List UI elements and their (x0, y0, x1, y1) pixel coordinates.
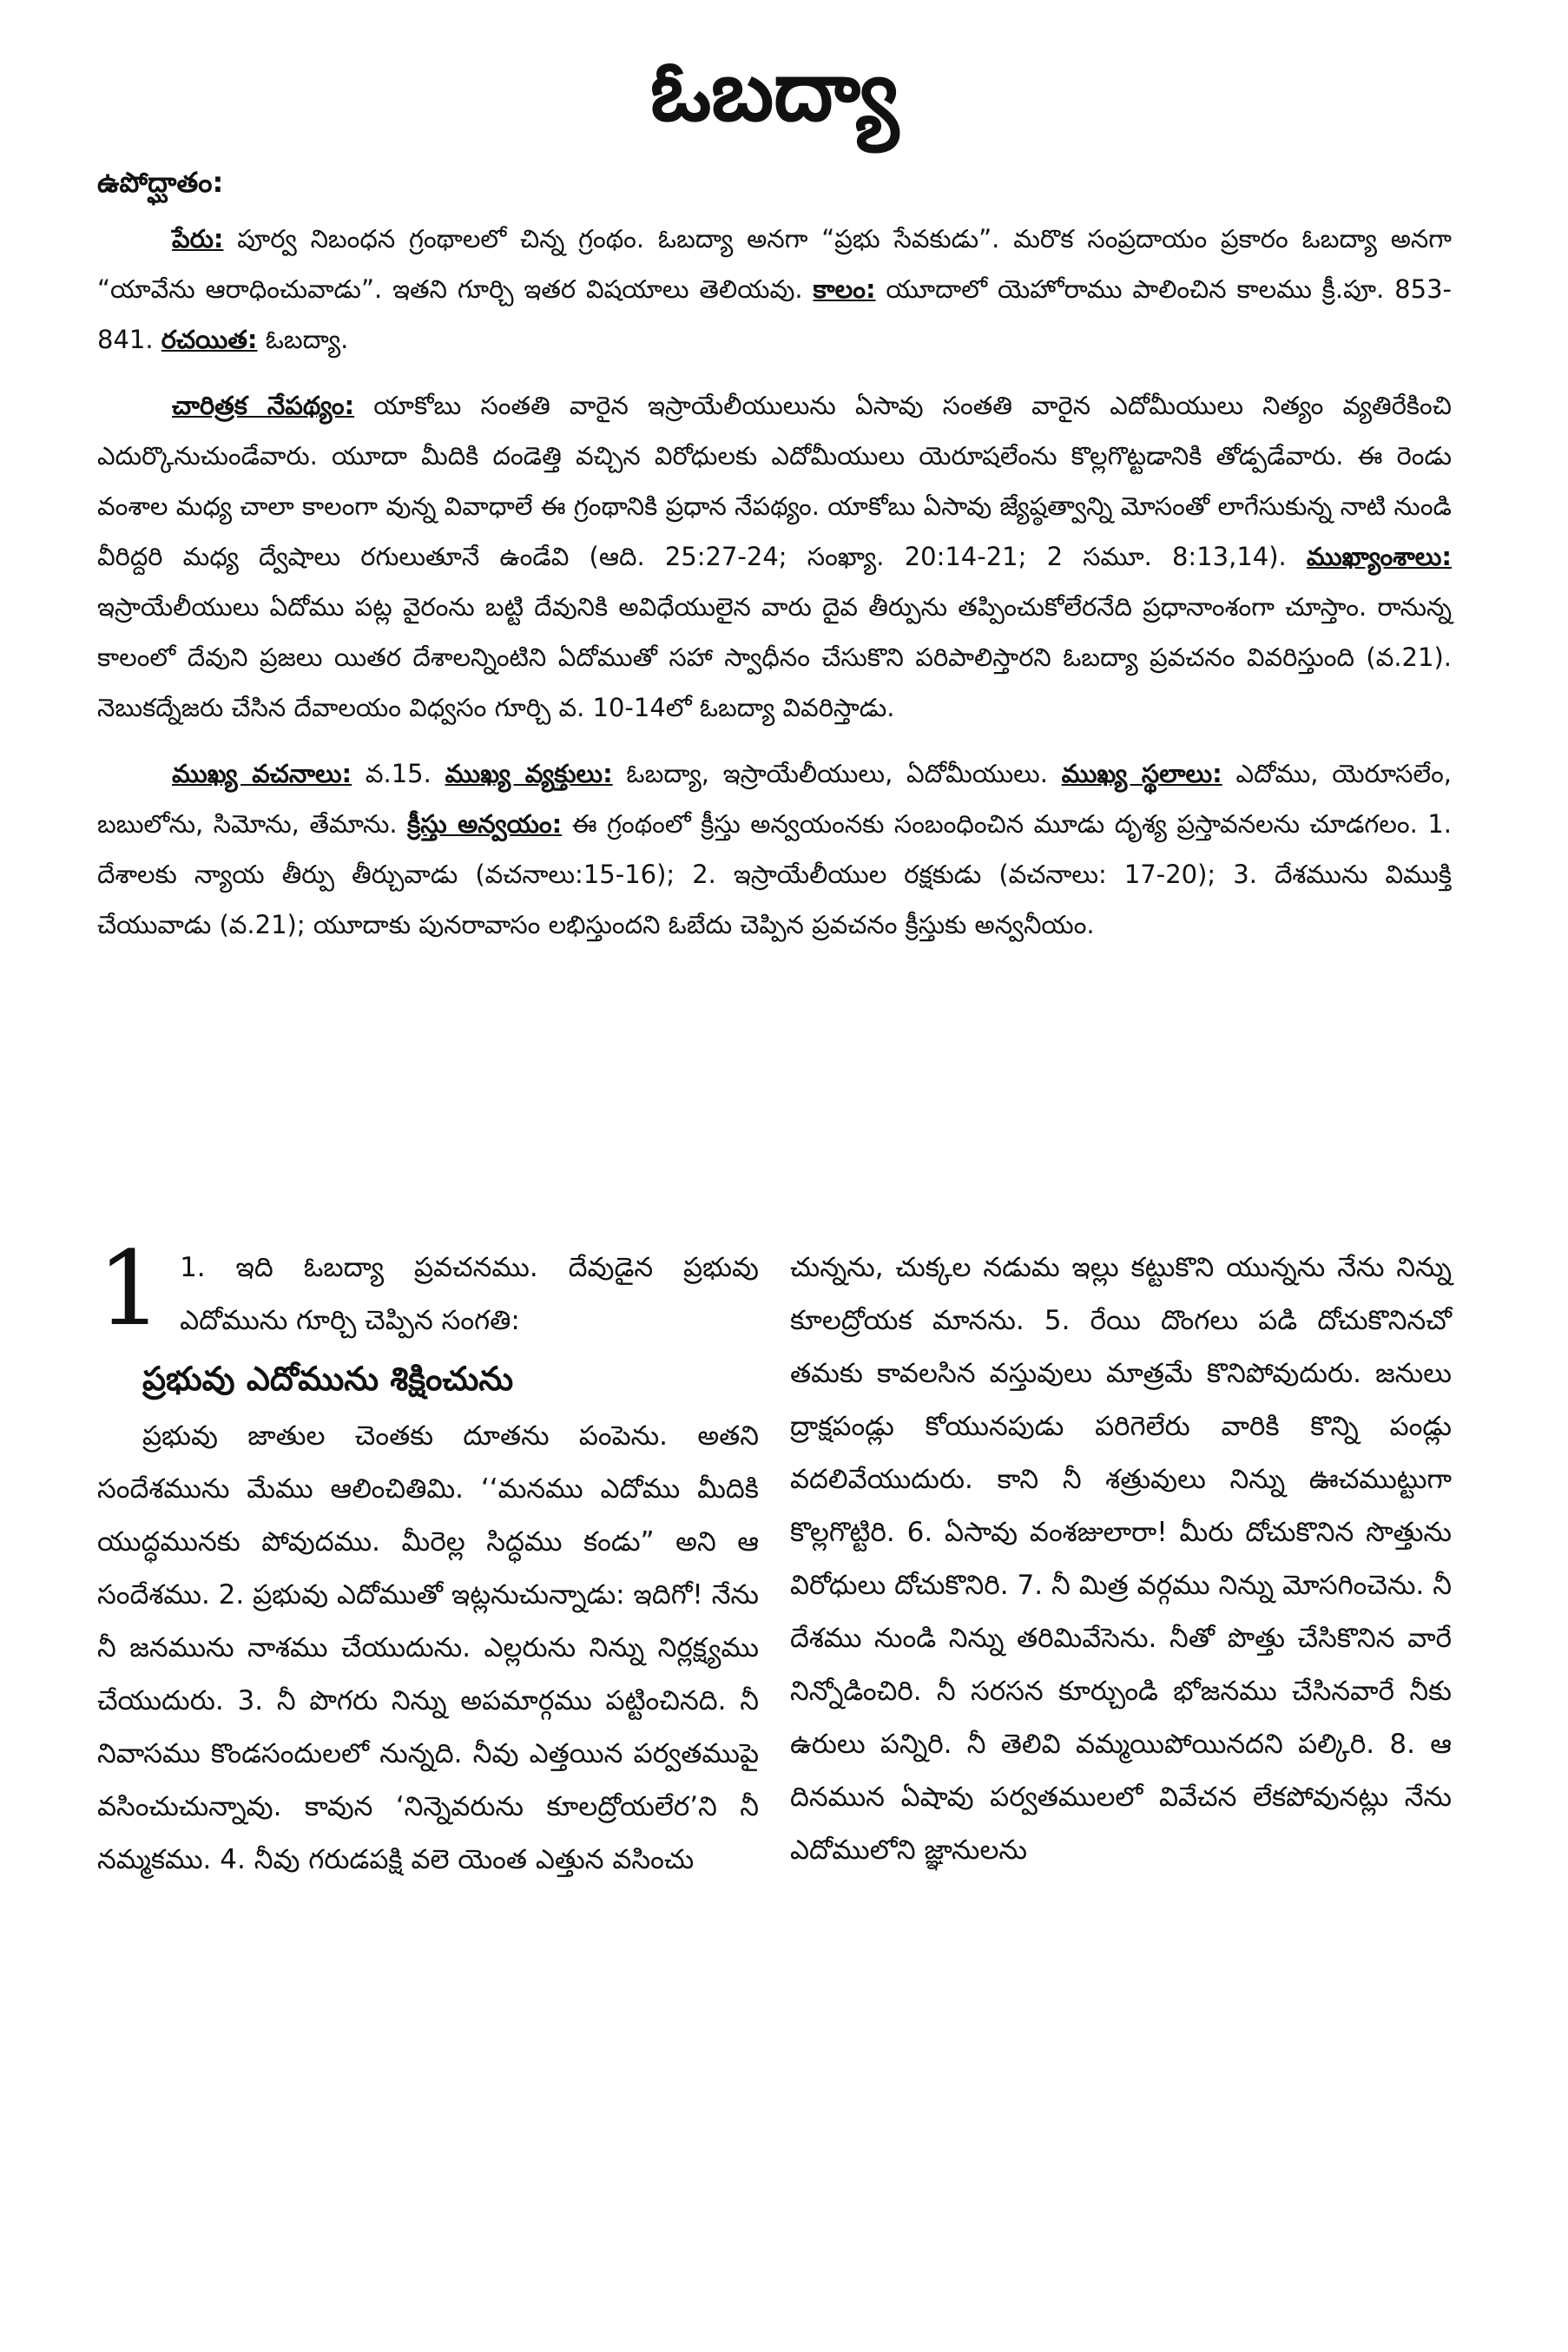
right-column-text: చున్నను, చుక్కల నడుమ ఇల్లు కట్టుకొని యున్నను నేను నిన్ను కూలద్రోయక మానను. 5. రేయి దొంగలు పడి దోచుకొనినచో తమకు కావలసిన వస్తువులు మాత్రమే కొనిపోవుదురు. జనులు ద్రాక్షపండ్లు కోయునపుడు పరిగెలేరు వారికి కొన్ని పండ్లు వదలివేయుదురు. కాని నీ శత్రువులు నిన్ను ఊచముట్టుగా కొల్లగొట్టిరి. 6. ఏసావు వంశజులారా! మీరు దోచుకొనిన సొత్తును విరోధులు దోచుకొనిరి. 7. నీ మిత్ర వర్గము నిన్ను మోసగించెను. నీ దేశము నుండి నిన్ను తరిమివేసెను. నీతో పొత్తు చేసికొనిన వారే నిన్నోడించిరి. నీ సరసన కూర్చుండి భోజనము చేసినవారే నీకు ఉరులు పన్నిరి. నీ తెలివి వమ్మయిపోయినదని పల్కిరి. 8. ఆ దినమున ఏషావు పర్వతములలో వివేచన లేకపోవునట్లు నేను ఎదోములోని జ్ఞానులను (790, 1252, 1452, 1866)
verses-label: ముఖ్య వచనాలు: (172, 759, 352, 788)
left-column (97, 1229, 759, 1887)
persons-label: ముఖ్య వ్యక్తులు: (445, 759, 613, 788)
name-label: పేరు: (172, 224, 224, 254)
name-text: పూర్వ నిబంధన గ్రంథాలలో చిన్న గ్రంథం. ఓబద్యా అనగా “ప్రభు సేవకుడు”. మరొక సంప్రదాయం ప్రకారం ఓబద్యా అనగా “యావేను ఆరాధించువాడు”. ఇతని గూర్చి ఇతర విషయాలు తెలియవు. (97, 224, 1452, 304)
christ-text: ఈ గ్రంథంలో క్రీస్తు అన్వయంనకు సంబంధించిన మూడు దృశ్య ప్రస్తావనలను చూడగలం. 1. దేశాలకు న్యాయ తీర్పు తీర్చువాడు (వచనాలు:15-16); 2. ఇస్రాయేలీయుల రక్షకుడు (వచనాలు: 17-20); 3. దేశమును విముక్తి చేయువాడు (వ.21); యూదాకు పునరావాసం లభిస్తుందని ఓబేదు చెప్పిన ప్రవచనం క్రీస్తుకు అన్వనీయం. (97, 809, 1453, 939)
persons-text: ఓబద్యా, ఇస్రాయేలీయులు, ఏదోమీయులు. (626, 759, 1048, 788)
places-text: ఎదోము, యెరూసలేం, బబులోను, సిమోను, తేమాను. (97, 759, 1453, 839)
background-text: యాకోబు సంతతి వారైన ఇస్రాయేలీయులును ఏసావు సంతతి వారైన ఎదోమీయులు నిత్యం వ్యతిరేకించి ఎదుర్కొనుచుండేవారు. యూదా మీదికి దండెత్తి వచ్చిన విరోధులకు ఎదోమీయులు యెరూషలేంను కొల్లగొట్టడానికి తోడ్పడేవారు. ఈ రెండు వంశాల మధ్య చాలా కాలంగా వున్న వివాధాలే ఈ గ్రంథానికి ప్రధాన నేపథ్యం. యాకోబు ఏసావు జ్యేష్ఠత్వాన్ని మోసంతో లాగేసుకున్న నాటి నుండి వీరిద్దరి మధ్య ద్వేషాలు రగులుతూనే ఉండేవి (ఆది. 25:27-24; సంఖ్యా. 20:14-21; 2 సమూ. 8:13,14). (97, 391, 1452, 571)
chapter-body (97, 1229, 1452, 1887)
author-label: రచయిత: (161, 325, 258, 354)
christ-label: క్రీస్తు అన్వయం: (407, 809, 563, 839)
themes-text: ఇస్రాయేలీయులు ఏదోము పట్ల వైరంను బట్టి దేవునికి అవిధేయులైన వారు దైవ తీర్పును తప్పించుకోలేరనేది ప్రధానాంశంగా చూస్తాం. రానున్న కాలంలో దేవుని ప్రజలు యితర దేశాలన్నింటిని ఏదోముతో సహా స్వాధీనం చేసుకొని పరిపాలిస్తారని ఓబద్యా ప్రవచనం వివరిస్తుంది (వ.21). నెబుకద్నేజరు చేసిన దేవాలయం విధ్వసం గూర్చి వ. 10-14లో ఓబద్యా వివరిస్తాడు. (97, 592, 1452, 722)
places-label: ముఖ్య స్థలాలు: (1061, 759, 1222, 788)
verse-1: 1. ఇది ఓబద్యా ప్రవచనము. దేవుడైన ప్రభువు ఎదోమును గూర్చి చెప్పిన సంగతి: (180, 1252, 759, 1336)
book-title: ఓబద్యా (650, 43, 899, 140)
left-column-text: ప్రభువు జాతుల చెంతకు దూతను పంపెను. అతని సందేశమును మేము ఆలించితిమి. ‘‘మనము ఎదోము మీదికి యుద్ధమునకు పోవుదము. మీరెల్ల సిద్ధము కండు” అని ఆ సందేశము. 2. ప్రభువు ఎదోముతో ఇట్లనుచున్నాడు: ఇదిగో! నేను నీ జనమును నాశము చేయుదును. ఎల్లరును నిన్ను నిర్లక్ష్యము చేయుదురు. 3. నీ పొగరు నిన్ను అపమార్గము పట్టించినది. నీ నివాసము కొండసందులలో నున్నది. నీవు ఎత్తయిన పర్వతముపై వసించుచున్నావు. కావున ‘నిన్నెవరును కూలద్రోయలేర’ని నీ నమ్మకము. 4. నీవు గరుడపక్షి వలె యెంత ఎత్తున వసించు (97, 1420, 759, 1875)
time-label: కాలం: (813, 274, 876, 304)
intro-paragraph-background (97, 380, 1452, 733)
intro-section (97, 35, 1452, 965)
intro-heading: ఉపోద్ఘాతం: (97, 166, 224, 199)
intro-paragraph-name (97, 214, 1452, 365)
intro-paragraph-key-facts (97, 748, 1452, 950)
verses-text: వ.15. (365, 759, 432, 788)
themes-label: ముఖ్యాంశాలు: (1306, 542, 1452, 571)
right-column (790, 1242, 1452, 1887)
time-text: యూదాలో యెహోరాము పాలించిన కాలము క్రీ.పూ. 853-841. (97, 274, 1453, 354)
author-text: ఓబద్యా. (265, 325, 349, 354)
section-heading: ప్రభువు ఎదోమును శిక్షించును (142, 1360, 514, 1398)
background-label: చారిత్రక నేపథ్యం: (172, 391, 355, 420)
chapter-number: 1 (97, 1229, 163, 1348)
